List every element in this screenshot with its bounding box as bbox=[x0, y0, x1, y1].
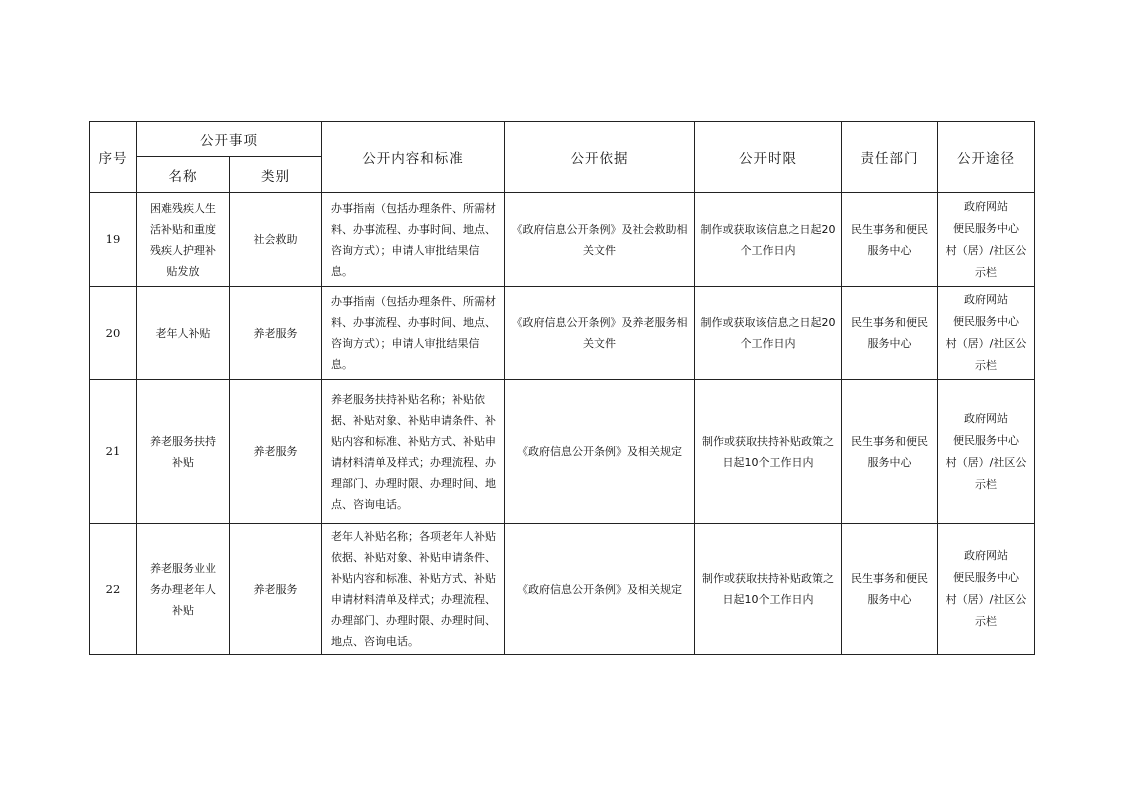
table-row bbox=[90, 287, 1035, 380]
row-seq: 22 bbox=[90, 524, 137, 655]
row-name: 困难残疾人生活补贴和重度残疾人护理补贴发放 bbox=[137, 193, 230, 287]
header-route: 公开途径 bbox=[938, 122, 1035, 193]
route-item: 便民服务中心 bbox=[953, 571, 1019, 584]
row-time-limit: 制作或获取该信息之日起20个工作日内 bbox=[695, 287, 842, 380]
row-content: 办事指南（包括办理条件、所需材料、办事流程、办事时间、地点、咨询方式）；申请人审批结果信息。 bbox=[322, 287, 505, 380]
route-item: 政府网站 bbox=[964, 549, 1008, 562]
row-category: 养老服务 bbox=[230, 380, 322, 524]
row-dept: 民生事务和便民服务中心 bbox=[842, 380, 938, 524]
header-time-limit: 公开时限 bbox=[695, 122, 842, 193]
row-dept: 民生事务和便民服务中心 bbox=[842, 193, 938, 287]
header-name: 名称 bbox=[137, 157, 230, 193]
route-item: 政府网站 bbox=[964, 293, 1008, 306]
route-item: 政府网站 bbox=[964, 411, 1008, 425]
row-seq: 21 bbox=[90, 380, 137, 524]
row-seq: 20 bbox=[90, 287, 137, 380]
route-item: 便民服务中心 bbox=[953, 221, 1019, 235]
row-time-limit: 制作或获取扶持补贴政策之日起10个工作日内 bbox=[695, 524, 842, 655]
row-category: 养老服务 bbox=[230, 287, 322, 380]
row-basis: 《政府信息公开条例》及社会救助相关文件 bbox=[505, 193, 695, 287]
disclosure-table bbox=[89, 121, 1035, 655]
route-item: 便民服务中心 bbox=[953, 433, 1019, 447]
row-route bbox=[938, 524, 1035, 655]
row-basis: 《政府信息公开条例》及养老服务相关文件 bbox=[505, 287, 695, 380]
route-item: 村（居）/社区公示栏 bbox=[945, 455, 1027, 491]
row-route bbox=[938, 380, 1035, 524]
row-name: 老年人补贴 bbox=[137, 287, 230, 380]
route-item: 村（居）/社区公示栏 bbox=[945, 243, 1027, 279]
route-item: 便民服务中心 bbox=[953, 315, 1019, 328]
route-item: 村（居）/社区公示栏 bbox=[945, 593, 1027, 628]
table-row bbox=[90, 524, 1035, 655]
header-category: 类别 bbox=[230, 157, 322, 193]
row-seq: 19 bbox=[90, 193, 137, 287]
route-item: 政府网站 bbox=[964, 199, 1008, 213]
row-dept: 民生事务和便民服务中心 bbox=[842, 287, 938, 380]
row-content: 养老服务扶持补贴名称；补贴依据、补贴对象、补贴申请条件、补贴内容和标准、补贴方式、补贴申请材料清单及样式；办理流程、办理部门、办理时限、办理时间、地点、咨询电话。 bbox=[322, 380, 505, 524]
row-time-limit: 制作或获取该信息之日起20个工作日内 bbox=[695, 193, 842, 287]
row-name: 养老服务扶持补贴 bbox=[137, 380, 230, 524]
header-item: 公开事项 bbox=[137, 122, 322, 157]
header-dept: 责任部门 bbox=[842, 122, 938, 193]
table-row bbox=[90, 380, 1035, 524]
row-category: 养老服务 bbox=[230, 524, 322, 655]
row-basis: 《政府信息公开条例》及相关规定 bbox=[505, 380, 695, 524]
header-basis: 公开依据 bbox=[505, 122, 695, 193]
row-dept: 民生事务和便民服务中心 bbox=[842, 524, 938, 655]
row-time-limit: 制作或获取扶持补贴政策之日起10个工作日内 bbox=[695, 380, 842, 524]
header-content: 公开内容和标准 bbox=[322, 122, 505, 193]
table-row bbox=[90, 193, 1035, 287]
row-content: 老年人补贴名称；各项老年人补贴依据、补贴对象、补贴申请条件、补贴内容和标准、补贴方式、补贴申请材料清单及样式；办理流程、办理部门、办理时限、办理时间、地点、咨询电话。 bbox=[322, 524, 505, 655]
route-item: 村（居）/社区公示栏 bbox=[945, 337, 1027, 372]
row-basis: 《政府信息公开条例》及相关规定 bbox=[505, 524, 695, 655]
header-seq: 序号 bbox=[90, 122, 137, 193]
row-content: 办事指南（包括办理条件、所需材料、办事流程、办事时间、地点、咨询方式）；申请人审批结果信息。 bbox=[322, 193, 505, 287]
row-name: 养老服务业业务办理老年人补贴 bbox=[137, 524, 230, 655]
row-route bbox=[938, 287, 1035, 380]
row-route bbox=[938, 193, 1035, 287]
row-category: 社会救助 bbox=[230, 193, 322, 287]
